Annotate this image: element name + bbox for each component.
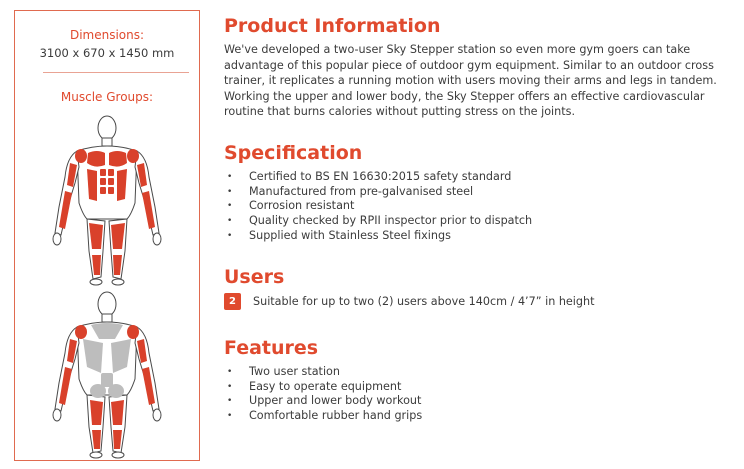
sidebar-divider — [43, 72, 189, 73]
dimensions-label: Dimensions: — [69, 28, 145, 42]
muscle-groups-label: Muscle Groups: — [60, 90, 154, 104]
feature-item: • Comfortable rubber hand grips — [224, 409, 422, 424]
features-list — [224, 365, 422, 424]
users-text: Suitable for up to two (2) users above 140cm / 4’7” in height — [253, 295, 595, 308]
feature-item: • Easy to operate equipment — [224, 380, 422, 395]
features-heading: Features — [224, 337, 319, 359]
product-information-heading: Product Information — [224, 15, 441, 37]
users-row — [224, 293, 595, 310]
specification-item: • Certified to BS EN 16630:2015 safety standard — [224, 170, 532, 185]
product-information-text: We've developed a two-user Sky Stepper station so even more gym goers can take advantage of this popular piece of outdoor gym equipment. Similar to an outdoor cross trainer, it replicates a running motion with users moving their arms and legs in tandem. Working the upper and lower body, the Sky Stepper offers an effective cardiovascular routine that burns calories without putting stress on the joints. — [224, 43, 717, 118]
specification-item: • Corrosion resistant — [224, 199, 532, 214]
product-sidebar — [14, 10, 200, 461]
specification-item: • Quality checked by RPII inspector prior to dispatch — [224, 214, 532, 229]
user-count-badge: 2 — [224, 293, 241, 310]
specification-list — [224, 170, 532, 244]
specification-heading: Specification — [224, 142, 363, 164]
front-body-muscle-map — [15, 111, 199, 289]
users-heading: Users — [224, 266, 285, 288]
specification-item: • Manufactured from pre-galvanised steel — [224, 185, 532, 200]
feature-item: • Two user station — [224, 365, 422, 380]
back-body-muscle-map — [15, 287, 199, 461]
feature-item: • Upper and lower body workout — [224, 394, 422, 409]
dimensions-value: 3100 x 670 x 1450 mm — [39, 46, 175, 60]
specification-item: • Supplied with Stainless Steel fixings — [224, 229, 532, 244]
